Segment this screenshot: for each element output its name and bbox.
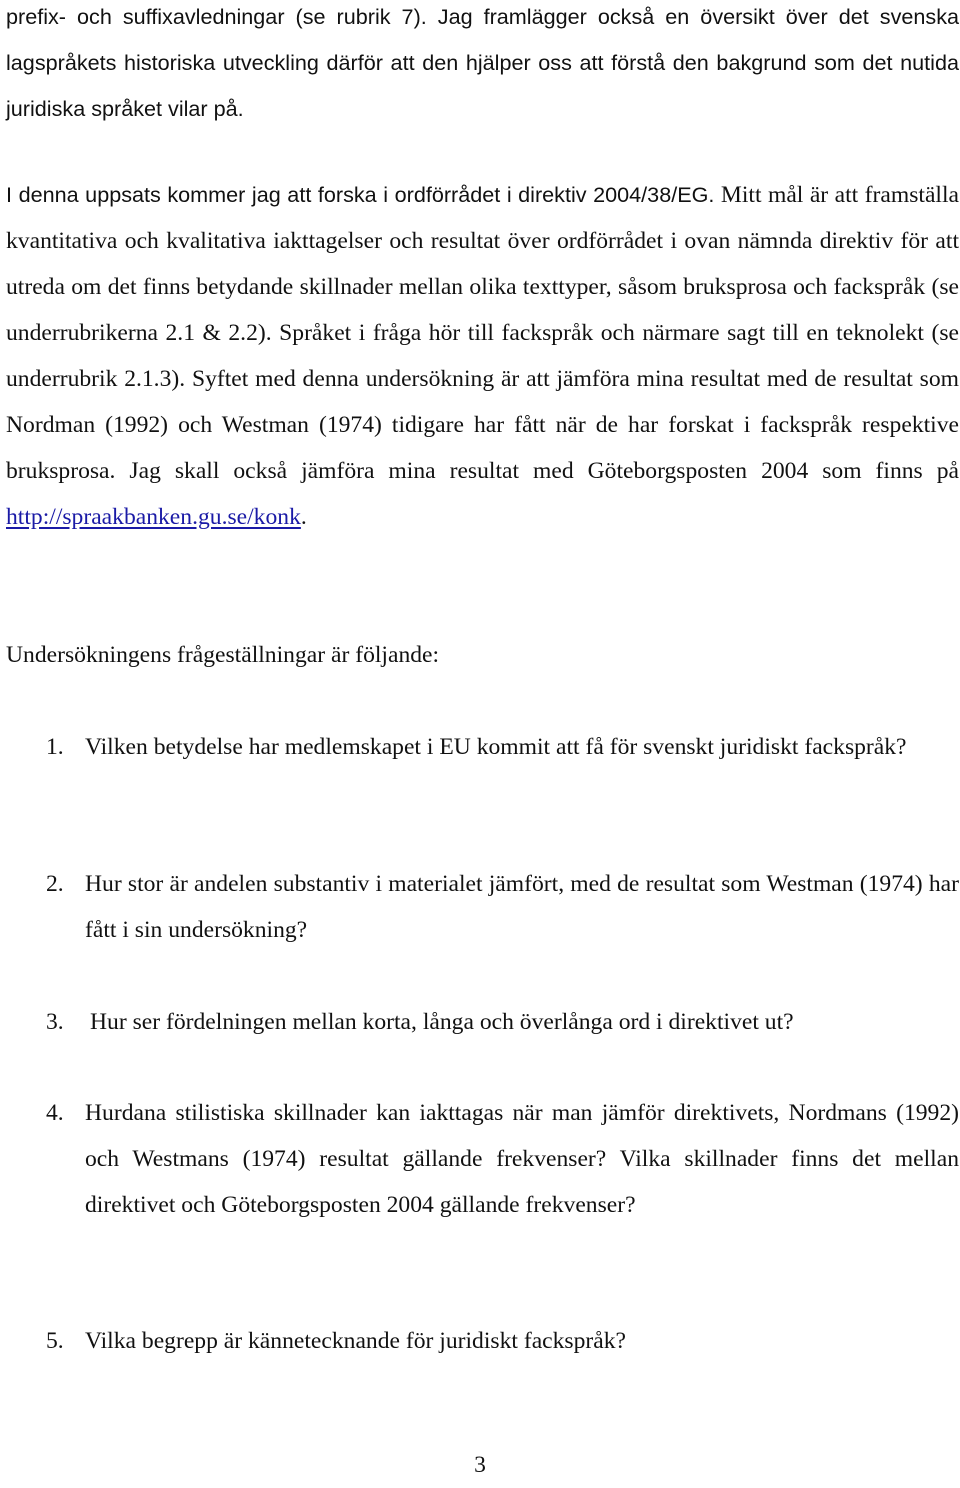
- paragraph-text: Undersökningens frågeställningar är följande:: [6, 642, 440, 668]
- question-text: Hurdana stilistiska skillnader kan iakttagas när man jämför direktivets, Nordmans (1992) och Westmans (1974) resultat gällande frekvenser? Vilka skillnader finns det mellan direktivet och Göteborgsposten 2004 gällande frekvenser?: [85, 1100, 959, 1218]
- questions-heading: [6, 632, 959, 678]
- question-item-1: [46, 724, 959, 770]
- question-text: Vilken betydelse har medlemskapet i EU kommit att få för svenskt juridiskt fackspråk?: [85, 734, 907, 760]
- paragraph-intro-end: [6, 0, 959, 132]
- question-number: 5.: [46, 1328, 64, 1354]
- paragraph-text: I denna uppsats kommer jag att forska i ordförrådet i direktiv 2004/38/EG.: [6, 182, 715, 207]
- question-item-2: [46, 861, 959, 953]
- paragraph-text: Mitt mål är att framställa kvantitativa och kvalitativa iakttagelser och resultat över ordförrådet i ovan nämnda direktiv för att utreda om det finns betydande skillnader mellan olika texttyper, såsom bruksprosa och fackspråk (se underrubrikerna 2.1 & 2.2). Språket i fråga hör till fackspråk och närmare sagt till en teknolekt (se underrubrik 2.1.3). Syftet med denna undersökning är att jämföra mina resultat med de resultat som Nordman (1992) och Westman (1974) tidigare har fått när de har forskat i fackspråk respektive bruksprosa. Jag skall också jämföra mina resultat med Göteborgsposten 2004 som finns på: [6, 182, 959, 484]
- question-number: 3.: [46, 1009, 64, 1035]
- question-item-4: [46, 1090, 959, 1228]
- question-number: 4.: [46, 1100, 64, 1126]
- spraakbanken-link[interactable]: http://spraakbanken.gu.se/konk: [6, 504, 301, 530]
- paragraph-purpose: [6, 172, 959, 540]
- paragraph-text: .: [300, 504, 307, 530]
- question-number: 2.: [46, 871, 64, 897]
- page-number: 3: [474, 1452, 486, 1478]
- question-text: Hur stor är andelen substantiv i materialet jämfört, med de resultat som Westman (1974) har fått i sin undersökning?: [85, 871, 959, 943]
- question-number: 1.: [46, 734, 64, 760]
- question-item-5: [46, 1318, 959, 1364]
- question-text: Hur ser fördelningen mellan korta, långa och överlånga ord i direktivet ut?: [90, 1009, 794, 1035]
- paragraph-text: prefix- och suffixavledningar (se rubrik 7). Jag framlägger också en översikt över det svenska lagspråkets historiska utveckling därför att den hjälper oss att förstå den bakgrund som det nutida juridiska språket vilar på.: [6, 4, 959, 121]
- question-item-3: [46, 999, 959, 1045]
- question-text: Vilka begrepp är kännetecknande för juridiskt fackspråk?: [85, 1328, 627, 1354]
